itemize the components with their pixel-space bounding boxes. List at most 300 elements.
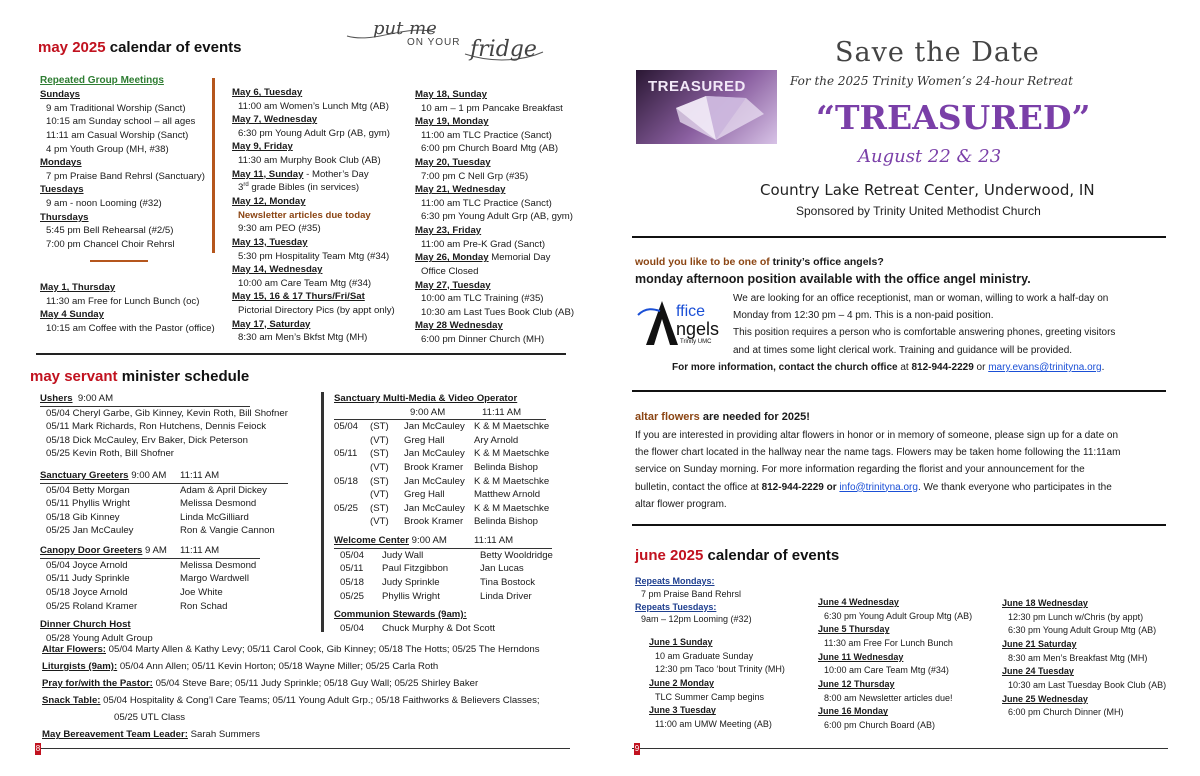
event-item: 5:45 pm Bell Rehearsal (#2/5) — [46, 225, 174, 237]
event-item: 8:30 am Men’s Bkfst Mtg (MH) — [238, 332, 368, 344]
event-item: 10 am – 1 pm Pancake Breakfast — [421, 102, 563, 114]
schedule-cell: (VT) — [370, 434, 389, 446]
treasured-title: “TREASURED” — [816, 98, 1091, 137]
servant-line-text: 05/04 Steve Bare; 05/11 Judy Sprinkle; 05/18 Guy Wall; 05/25 Shirley Baker — [155, 678, 479, 690]
schedule-cell: Betty Wooldridge — [480, 549, 553, 561]
event-item: 6:00 pm Dinner Church (MH) — [421, 333, 545, 345]
day-entry — [1002, 597, 1192, 611]
event-item: 10:00 am Care Team Mtg (#34) — [238, 277, 372, 289]
day-heading: May 19, Monday — [415, 116, 489, 128]
event-item: 10:00 am TLC Training (#35) — [421, 293, 544, 305]
event-item: 7 pm Praise Band Rehrsl (Sanctuary) — [46, 170, 205, 182]
schedule-row: 05/18 Dick McCauley, Erv Baker, Dick Peterson — [46, 434, 248, 446]
event-item: 11:30 am Free For Lunch Bunch — [824, 638, 953, 649]
media-list — [334, 420, 564, 529]
schedule-row: 05/25 Kevin Roth, Bill Shofner — [46, 448, 174, 460]
schedule-cell: 05/04 — [340, 622, 365, 634]
may-col-3 — [415, 88, 595, 347]
fridge-text-3: fridge — [470, 37, 537, 62]
schedule-row — [334, 622, 564, 636]
servant-line-text: 05/04 Ann Allen; 05/11 Kevin Horton; 05/18 Wayne Miller; 05/25 Carla Roth — [119, 661, 439, 673]
day-heading: June 21 Saturday — [1002, 639, 1077, 650]
altar-line-5: altar flower program. — [635, 498, 727, 510]
june-calendar-title: june 2025 calendar of events — [635, 547, 840, 564]
schedule-cell: Phyllis Wright — [382, 590, 440, 602]
servant-line-label: Pray for/with the Pastor: — [42, 678, 153, 690]
servant-line — [42, 709, 582, 726]
day-heading: June 18 Wednesday — [1002, 598, 1088, 608]
servant-line — [42, 726, 582, 743]
day-heading: June 1 Sunday — [649, 637, 713, 648]
fridge-text-2: ON YOUR — [407, 37, 461, 48]
schedule-cell: Margo Wardwell — [180, 573, 249, 585]
event-item: 6:30 pm Young Adult Grp (AB, gym) — [238, 127, 390, 139]
event-item: 11:00 am Pre-K Grad (Sanct) — [421, 238, 546, 250]
day-heading: May 6, Tuesday — [232, 87, 303, 98]
schedule-row — [40, 524, 310, 538]
schedule-cell: K & M Maetschke — [474, 448, 550, 460]
altar-line-4b: . We thank everyone who participates in the — [917, 481, 1112, 493]
day-entry — [232, 263, 412, 277]
angels-body — [733, 290, 1163, 359]
treasured-image — [636, 70, 777, 144]
altar-title: altar flowers are needed for 2025! — [635, 411, 810, 423]
retreat-sponsor: Sponsored by Trinity United Methodist Church — [796, 204, 1041, 218]
day-entry — [232, 290, 412, 304]
special-note: Newsletter articles due today — [238, 209, 371, 221]
event-item: 10 am Graduate Sunday — [655, 650, 754, 661]
servant-line — [42, 692, 582, 709]
schedule-cell: Belinda Bishop — [474, 516, 539, 528]
schedule-cell: Greg Hall — [404, 434, 445, 446]
event-item: 11:11 am Casual Worship (Sanct) — [46, 130, 189, 142]
fridge-text-1: put me — [373, 18, 437, 39]
schedule-row — [40, 511, 310, 525]
schedule-cell: (ST) — [370, 502, 389, 514]
logo-office: ffice — [676, 303, 706, 320]
servant-line-text: 05/25 UTL Class — [114, 712, 186, 724]
canopy-time-2: 11:11 AM — [180, 545, 220, 557]
schedule-cell: 05/11 — [340, 563, 364, 575]
event-item: 9 am Traditional Worship (Sanct) — [46, 102, 186, 114]
day-heading: Mondays — [40, 157, 82, 169]
june-col-3 — [1002, 597, 1192, 720]
event-item: 6:00 pm Church Board (AB) — [824, 720, 936, 731]
event-item: 8:00 am Newsletter articles due! — [824, 692, 953, 703]
logo-angels: ngels — [676, 319, 720, 339]
event-item: 12:30 pm Lunch w/Chris (by appt) — [1008, 611, 1144, 622]
stewards-list — [334, 622, 564, 636]
event-item: 6:00 pm Church Dinner (MH) — [1008, 707, 1124, 718]
day-heading: Tuesdays — [40, 184, 84, 196]
day-heading: May 7, Wednesday — [232, 114, 318, 126]
day-entry — [415, 251, 595, 265]
altar-phone: 812-944-2229 or — [761, 481, 840, 493]
greeters-list — [40, 484, 310, 538]
day-entry — [1002, 665, 1192, 679]
schedule-cell: (VT) — [370, 462, 389, 474]
day-entry — [649, 677, 815, 691]
schedule-cell: Greg Hall — [404, 489, 445, 501]
schedule-row — [334, 488, 564, 502]
schedule-row: service on Sunday morning. For more information regarding the florist and your announcement for the — [635, 464, 1085, 476]
servant-line-label: Altar Flowers: — [42, 644, 106, 655]
save-date-title: Save the Date — [835, 37, 1040, 68]
schedule-cell: (ST) — [370, 475, 389, 487]
schedule-cell: Jan McCauley — [404, 475, 465, 487]
day-heading: June 25 Wednesday — [1002, 693, 1088, 704]
schedule-cell: 05/04 Joyce Arnold — [46, 559, 128, 571]
day-heading: June 3 Tuesday — [649, 705, 716, 716]
day-heading: May 26, Monday — [415, 252, 489, 264]
day-entry — [232, 86, 412, 100]
may-col-2 — [232, 86, 412, 345]
event-item: 9:30 am PEO (#35) — [238, 223, 321, 235]
day-entry — [40, 88, 215, 102]
repeats-mondays-item: 7 pm Praise Band Rehrsl — [641, 588, 742, 599]
day-entry — [415, 279, 595, 293]
fridge-graphic — [345, 14, 545, 66]
schedule-cell: 05/04 Betty Morgan — [46, 484, 130, 496]
welcome-time-2: 11:11 AM — [474, 535, 514, 547]
day-entry — [818, 678, 998, 692]
greeters-time-2: 11:11 AM — [180, 470, 220, 482]
schedule-cell: 05/18 Joyce Arnold — [46, 586, 128, 598]
schedule-cell — [334, 434, 370, 448]
schedule-cell: 05/11 Judy Sprinkle — [46, 573, 130, 585]
schedule-row: 05/28 Young Adult Group — [46, 632, 153, 644]
event-item: 6:00 pm Church Board Mtg (AB) — [421, 143, 559, 155]
servant-line-label: May Bereavement Team Leader: — [42, 729, 188, 741]
servant-line-label: Liturgists (9am): — [42, 661, 118, 673]
schedule-cell: (ST) — [370, 421, 389, 433]
retreat-subtitle: For the 2025 Trinity Women’s 24-hour Retreat — [790, 74, 1073, 88]
schedule-cell: (VT) — [370, 489, 389, 501]
event-item: 6:30 pm Young Adult Grp (AB, gym) — [421, 211, 573, 223]
schedule-cell: 05/11 — [334, 448, 358, 460]
day-entry — [40, 308, 220, 322]
schedule-cell: Belinda Bishop — [474, 462, 539, 474]
event-item: Office Closed — [421, 265, 479, 277]
day-entry — [40, 183, 215, 197]
servant-lines — [42, 641, 582, 743]
schedule-row — [334, 434, 564, 448]
day-entry — [818, 651, 998, 665]
day-entry — [232, 140, 412, 154]
day-heading: May 17, Saturday — [232, 318, 311, 330]
event-item: 7:00 pm C Nell Grp (#35) — [421, 170, 529, 182]
may-early-list — [40, 281, 220, 335]
schedule-cell: Jan Lucas — [480, 563, 524, 575]
day-entry — [40, 156, 215, 170]
day-entry — [40, 281, 220, 295]
schedule-row: If you are interested in providing altar flowers in honor or in memory of someone, please sign up for a date on — [635, 430, 1119, 441]
day-entry — [1002, 693, 1192, 707]
schedule-row — [334, 502, 564, 516]
event-item: 12:30 pm Taco ‘bout Trinity (MH) — [655, 664, 785, 675]
day-heading: May 13, Tuesday — [232, 236, 308, 248]
schedule-row — [334, 515, 564, 529]
schedule-row — [334, 461, 564, 475]
schedule-cell: 05/25 — [340, 590, 365, 602]
ushers-heading: Ushers — [40, 393, 73, 404]
schedule-cell: 05/04 — [340, 549, 365, 561]
day-heading: May 23, Friday — [415, 225, 482, 237]
schedule-cell: Melissa Desmond — [180, 559, 257, 571]
section-rule — [36, 353, 566, 355]
event-item: 11:00 am TLC Practice (Sanct) — [421, 129, 552, 141]
day-entry — [232, 168, 412, 182]
schedule-cell: Matthew Arnold — [474, 489, 541, 501]
servant-line-text: Sarah Summers — [190, 729, 260, 741]
day-heading: May 14, Wednesday — [232, 264, 323, 276]
day-entry — [232, 318, 412, 332]
canopy-list — [40, 559, 310, 613]
rule-3 — [632, 524, 1166, 526]
superscript: rd — [243, 182, 249, 189]
servant-line-text: 05/04 Hospitality & Cong’l Care Teams; 05/11 Young Adult Grp.; 05/18 Faithworks & Believers Classes; — [103, 695, 540, 707]
event-item: 8:30 am Men’s Breakfast Mtg (MH) — [1008, 652, 1148, 663]
event-item: TLC Summer Camp begins — [655, 691, 765, 702]
day-heading: May 28 Wednesday — [415, 320, 503, 332]
repeats-tuesdays: Repeats Tuesdays: — [635, 601, 717, 612]
repeats-tuesdays-item: 9am – 12pm Looming (#32) — [641, 614, 752, 625]
schedule-cell: 05/18 — [340, 576, 365, 588]
day-entry — [415, 183, 595, 197]
day-heading: May 15, 16 & 17 Thurs/Fri/Sat — [232, 291, 365, 303]
altar-line-4a: bulletin, contact the office at — [635, 481, 762, 493]
day-heading: June 2 Monday — [649, 678, 715, 689]
schedule-cell: Ron Schad — [180, 600, 228, 612]
schedule-row — [40, 484, 310, 498]
retreat-venue: Country Lake Retreat Center, Underwood, IN — [760, 181, 1095, 199]
day-heading: June 16 Monday — [818, 706, 889, 717]
day-heading: May 9, Friday — [232, 141, 293, 153]
event-item: 11:00 am TLC Practice (Sanct) — [421, 197, 552, 209]
day-suffix: Memorial Day — [488, 252, 551, 264]
event-item: 10:15 am Sunday school – all ages — [46, 116, 196, 128]
event-item: 10:30 am Last Tuesday Book Club (AB) — [1008, 680, 1167, 691]
day-heading: June 12 Thursday — [818, 679, 895, 690]
event-item: 11:00 am Women’s Lunch Mtg (AB) — [238, 100, 389, 112]
welcome-time-1: 9:00 AM — [411, 535, 447, 547]
day-entry — [1002, 638, 1192, 652]
schedule-cell: Tina Bostock — [480, 576, 536, 588]
day-entry — [818, 596, 998, 610]
schedule-row — [40, 497, 310, 511]
schedule-cell: (ST) — [370, 448, 389, 460]
event-item: 11:30 am Murphy Book Club (AB) — [238, 155, 381, 167]
stewards-heading: Communion Stewards (9am): — [334, 609, 467, 621]
schedule-cell: Jan McCauley — [404, 421, 465, 433]
canopy-time-1: 9 AM — [145, 545, 167, 557]
event-item: 10:30 am Last Tues Book Club (AB) — [421, 306, 575, 318]
schedule-cell: Judy Wall — [382, 549, 424, 561]
day-heading: May 1, Thursday — [40, 282, 116, 293]
schedule-cell: 05/18 Gib Kinney — [46, 511, 120, 523]
schedule-cell: Joe White — [180, 586, 223, 598]
day-heading: May 20, Tuesday — [415, 157, 491, 169]
schedule-cell: K & M Maetschke — [474, 502, 550, 514]
event-item: 11:00 am UMW Meeting (AB) — [655, 719, 772, 730]
schedule-row: This position requires a person who is comfortable answering phones, greeting visitors — [733, 327, 1116, 339]
schedule-cell: 05/25 Jan McCauley — [46, 525, 134, 537]
day-entry — [232, 113, 412, 127]
footer-rule-left — [36, 748, 570, 749]
servant-title: may servant minister schedule — [30, 368, 250, 385]
schedule-cell: Paul Fitzgibbon — [382, 563, 449, 575]
schedule-row — [334, 420, 564, 434]
day-heading: May 21, Wednesday — [415, 184, 506, 196]
schedule-row — [334, 576, 564, 590]
page-number-right: 9 — [634, 744, 640, 753]
angels-email-link[interactable]: mary.evans@trinityna.org — [988, 362, 1102, 373]
office-angels-logo — [636, 297, 728, 349]
schedule-row — [40, 559, 310, 573]
media-time-1: 9:00 AM — [410, 406, 446, 418]
event-item: Pictorial Directory Pics (by appt only) — [238, 304, 395, 316]
day-entry — [232, 195, 412, 209]
short-divider — [90, 260, 148, 262]
servant-left — [40, 392, 310, 645]
day-heading: May 12, Monday — [232, 196, 306, 208]
day-entry — [818, 705, 998, 719]
servant-line — [42, 658, 582, 675]
schedule-cell: (VT) — [370, 516, 389, 528]
schedule-row: We are looking for an office receptionist, man or woman, willing to work a half-day on — [733, 293, 1109, 304]
media-heading: Sanctuary Multi-Media & Video Operator — [334, 393, 518, 404]
ushers-time: 9:00 AM — [77, 393, 114, 404]
schedule-cell: 05/25 — [334, 502, 359, 514]
angels-heading: monday afternoon position available with the office angel ministry. — [635, 272, 1031, 286]
schedule-row — [40, 572, 310, 586]
schedule-cell — [334, 515, 370, 529]
repeats-mondays: Repeats Mondays: — [635, 576, 715, 586]
june-col-2 — [818, 596, 998, 733]
schedule-cell — [334, 461, 370, 475]
schedule-cell: K & M Maetschke — [474, 475, 550, 487]
dinner-heading: Dinner Church Host — [40, 619, 131, 631]
repeated-group-heading: Repeated Group Meetings — [40, 75, 164, 86]
event-item: 7:00 pm Chancel Choir Rehrsl — [46, 238, 175, 250]
day-heading: June 24 Tuesday — [1002, 666, 1074, 677]
schedule-row — [334, 562, 564, 576]
day-entry — [40, 211, 215, 225]
day-suffix: - Mother’s Day — [303, 168, 369, 180]
schedule-row: 05/04 Cheryl Garbe, Gib Kinney, Kevin Roth, Bill Shofner — [46, 407, 288, 419]
event-item: 10:00 am Care Team Mtg (#34) — [824, 665, 949, 676]
schedule-row — [334, 447, 564, 461]
day-entry — [415, 319, 595, 333]
schedule-cell: Melissa Desmond — [180, 498, 257, 510]
schedule-row — [334, 475, 564, 489]
retreat-dates: August 22 & 23 — [858, 146, 1002, 167]
day-heading: May 18, Sunday — [415, 89, 487, 100]
schedule-cell: Adam & April Dickey — [180, 484, 267, 496]
day-heading: Sundays — [40, 89, 80, 101]
day-heading: June 5 Thursday — [818, 624, 890, 635]
logo-sub: Trinity UMC — [680, 339, 712, 345]
greeters-time-1: 9:00 AM — [131, 470, 167, 482]
june-col-1 — [635, 575, 815, 732]
rule-2 — [632, 390, 1166, 392]
schedule-row: the flower chart located in the hallway near the name tags. Flowers may be taken home following the 11:11am — [635, 447, 1121, 459]
day-heading: May 11, Sunday — [232, 168, 304, 180]
schedule-row: 05/11 Mark Richards, Ron Hutchens, Dennis Feiock — [46, 421, 267, 433]
treasured-image-text: TREASURED — [648, 78, 746, 95]
angels-info: For more information, contact the church office at 812-944-2229 or mary.evans@trinityna.org. — [672, 362, 1105, 373]
day-entry — [818, 623, 998, 637]
schedule-cell: 05/18 — [334, 475, 359, 487]
schedule-cell: Ron & Vangie Cannon — [180, 525, 275, 537]
welcome-heading: Welcome Center — [334, 535, 409, 547]
schedule-cell: Chuck Murphy & Dot Scott — [382, 622, 496, 634]
event-item: 3rd grade Bibles (in services) — [238, 182, 360, 194]
servant-divider — [321, 392, 324, 632]
day-entry — [415, 115, 595, 129]
schedule-cell: Jan McCauley — [404, 448, 465, 460]
angels-question: would you like to be one of trinity’s office angels? — [635, 256, 884, 268]
altar-body — [635, 427, 1165, 513]
day-heading: June 4 Wednesday — [818, 597, 899, 607]
day-entry — [649, 636, 815, 650]
day-entry — [649, 704, 815, 718]
may-col-1 — [40, 74, 215, 252]
servant-right — [334, 392, 564, 635]
schedule-row — [334, 549, 564, 563]
event-item: 10:15 am Coffee with the Pastor (office) — [46, 322, 215, 334]
page-number-left: 8 — [35, 744, 41, 753]
schedule-row: and at times some light clerical work. Training and guidance will be provided. — [733, 344, 1073, 356]
welcome-list — [334, 549, 564, 603]
event-item: 6:30 pm Young Adult Group Mtg (AB) — [824, 610, 973, 621]
canopy-heading: Canopy Door Greeters — [40, 545, 143, 557]
event-item: 6:30 pm Young Adult Group Mtg (AB) — [1008, 625, 1157, 636]
day-entry — [415, 224, 595, 238]
rule-1 — [632, 236, 1166, 238]
footer-rule-right — [632, 748, 1168, 749]
day-entry — [232, 236, 412, 250]
schedule-cell: 05/04 — [334, 421, 359, 433]
servant-line-text: 05/04 Marty Allen & Kathy Levy; 05/11 Carol Cook, Gib Kinney; 05/18 The Hotts; 05/25 The Herndons — [108, 644, 540, 655]
schedule-cell: Linda McGilliard — [180, 511, 249, 523]
event-item: 5:30 pm Hospitality Team Mtg (#34) — [238, 250, 390, 262]
may-calendar-title: may 2025 calendar of events — [38, 39, 242, 56]
schedule-cell: Linda Driver — [480, 590, 532, 602]
greeters-heading: Sanctuary Greeters — [40, 470, 129, 482]
day-heading: June 11 Wednesday — [818, 651, 904, 662]
schedule-cell: Ary Arnold — [474, 434, 519, 446]
schedule-row — [40, 600, 310, 614]
servant-line — [42, 675, 582, 692]
ushers-list — [40, 407, 310, 461]
schedule-cell — [334, 488, 370, 502]
schedule-cell: Brook Kramer — [404, 462, 464, 474]
altar-email-link[interactable]: info@trinityna.org — [839, 481, 918, 493]
schedule-cell: Jan McCauley — [404, 502, 465, 514]
servant-line-label: Snack Table: — [42, 695, 101, 707]
schedule-cell: 05/11 Phyllis Wright — [46, 498, 130, 510]
schedule-row: Monday from 12:30 pm – 4 pm. This is a non-paid position. — [733, 310, 994, 322]
event-item: 9 am - noon Looming (#32) — [46, 198, 162, 210]
schedule-cell: K & M Maetschke — [474, 421, 550, 433]
day-heading: May 4 Sunday — [40, 309, 104, 321]
schedule-cell: Brook Kramer — [404, 516, 464, 528]
event-item: 11:30 am Free for Lunch Bunch (oc) — [46, 295, 200, 307]
day-entry — [415, 88, 595, 102]
repeated-groups-list — [40, 88, 215, 251]
schedule-cell: 05/25 Roland Kramer — [46, 600, 138, 612]
